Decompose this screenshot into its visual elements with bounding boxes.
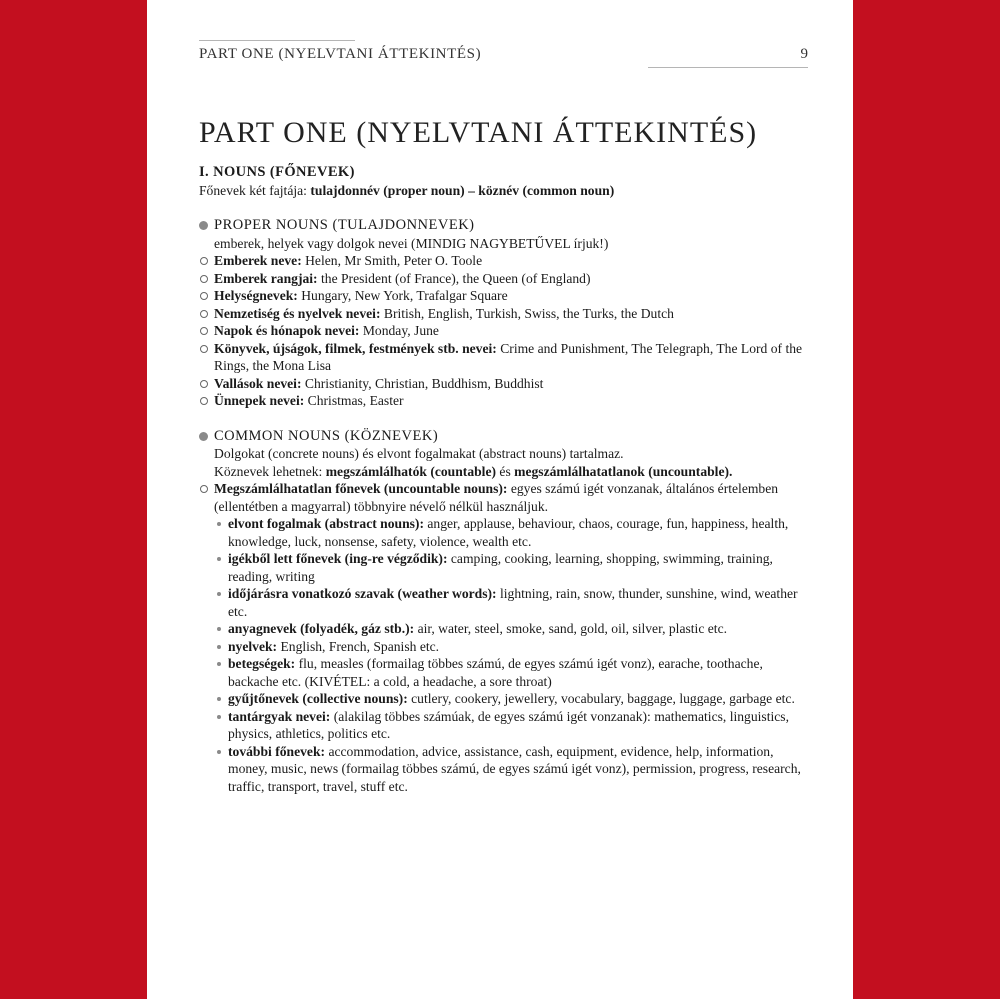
proper-noun-item-label: Napok és hónapok nevei: xyxy=(214,323,360,338)
nouns-intro-bold: tulajdonnév (proper noun) – köznév (common noun) xyxy=(310,182,615,198)
proper-noun-item-label: Emberek rangjai: xyxy=(214,270,318,286)
proper-noun-item-label: Emberek neve: xyxy=(214,253,302,268)
uncountable-subitem-text: accommodation, advice, assistance, cash, equipment, evidence, help, information, money, music, news (formailag többes számú, de egyes számú igét vonz), permission, progress, research, traffic, transport, travel, stuff etc. xyxy=(228,743,801,794)
uncountable-subitem-label: nyelvek: xyxy=(228,638,278,654)
uncountable-subitem xyxy=(199,585,809,620)
proper-noun-item-label: Könyvek, újságok, filmek, festmények stb. nevei: xyxy=(214,340,497,356)
uncountable-subitem xyxy=(199,655,809,690)
proper-noun-item-text: Hungary, New York, Trafalgar Square xyxy=(297,288,508,303)
proper-noun-item xyxy=(199,252,809,270)
proper-noun-item-text: Monday, June xyxy=(359,323,439,338)
proper-noun-item xyxy=(199,375,809,393)
uncountable-subitem xyxy=(199,743,809,796)
proper-noun-item-label: Vallások nevei: xyxy=(214,375,302,391)
proper-noun-item-label: Ünnepek nevei: xyxy=(214,393,305,408)
uncountable-subitems-list xyxy=(199,515,809,795)
section-heading-nouns: I. NOUNS (FŐNEVEK) xyxy=(199,164,355,180)
line2-prefix: Köznevek lehetnek: xyxy=(214,463,326,479)
header-rule-top xyxy=(199,40,355,41)
uncountable-label: Megszámlálhatatlan főnevek (uncountable nouns): xyxy=(214,481,508,496)
common-nouns-line2 xyxy=(199,463,809,481)
proper-noun-item xyxy=(199,322,809,340)
proper-noun-item xyxy=(199,340,809,375)
uncountable-text: egyes számú igét vonzanak, általános értelemben (ellentétben a magyarral) többnyire névelő nélkül használjuk. xyxy=(214,481,779,514)
proper-noun-item xyxy=(199,305,809,323)
page-number: 9 xyxy=(800,46,808,62)
proper-noun-item-text: the President (of France), the Queen (of England) xyxy=(317,270,591,286)
uncountable-subitem xyxy=(199,690,809,708)
proper-noun-item xyxy=(199,270,809,288)
uncountable-subitem-label: betegségek: xyxy=(228,656,296,671)
proper-noun-item xyxy=(199,287,809,305)
proper-nouns-heading-text: PROPER NOUNS (TULAJDONNEVEK) xyxy=(214,217,475,233)
uncountable-subitem-label: időjárásra vonatkozó szavak (weather words): xyxy=(228,586,497,601)
book-page xyxy=(147,0,853,999)
uncountable-subitem-text: lightning, rain, snow, thunder, sunshine, wind, weather etc. xyxy=(228,586,798,619)
uncountable-subitem-text: anger, applause, behaviour, chaos, courage, fun, happiness, health, knowledge, luck, nonsense, safety, violence, wealth etc. xyxy=(228,516,789,549)
uncountable-subitem xyxy=(199,620,809,638)
proper-nouns-heading xyxy=(199,217,809,235)
uncountable-subitem xyxy=(199,638,809,656)
proper-noun-item-text: Helen, Mr Smith, Peter O. Toole xyxy=(301,253,483,268)
common-nouns-line1: Dolgokat (concrete nouns) és elvont fogalmakat (abstract nouns) tartalmaz. xyxy=(214,446,624,461)
nouns-intro xyxy=(199,182,809,200)
nouns-intro-prefix: Főnevek két fajtája: xyxy=(199,182,311,198)
proper-nouns-list xyxy=(199,252,809,410)
common-nouns-heading-text: COMMON NOUNS (KÖZNEVEK) xyxy=(214,427,439,444)
line2-uncountable: megszámlálhatatlanok (uncountable). xyxy=(514,463,733,479)
common-nouns-heading xyxy=(199,428,809,446)
proper-noun-item xyxy=(199,392,809,410)
uncountable-item xyxy=(199,480,809,515)
proper-nouns-desc: emberek, helyek vagy dolgok nevei (MINDIG NAGYBETŰVEL írjuk!) xyxy=(214,235,609,251)
uncountable-subitem-label: gyűjtőnevek (collective nouns): xyxy=(228,691,408,706)
uncountable-subitem-text: English, French, Spanish etc. xyxy=(277,638,440,654)
bullet-dot-icon xyxy=(199,221,208,230)
uncountable-subitem xyxy=(199,708,809,743)
uncountable-subitem-label: anyagnevek (folyadék, gáz stb.): xyxy=(228,621,415,636)
uncountable-subitem-label: igékből lett főnevek (ing-re végződik): xyxy=(228,551,448,566)
proper-noun-item-text: Crime and Punishment, The Telegraph, The Lord of the Rings, the Mona Lisa xyxy=(214,340,803,373)
proper-noun-item-label: Helységnevek: xyxy=(214,288,298,303)
uncountable-subitem-text: air, water, steel, smoke, sand, gold, oil, silver, plastic etc. xyxy=(414,621,727,636)
uncountable-subitem-label: további főnevek: xyxy=(228,743,326,759)
proper-noun-item-text: Christianity, Christian, Buddhism, Buddhist xyxy=(301,375,544,391)
line2-mid: és xyxy=(496,463,515,479)
uncountable-subitem-text: cutlery, cookery, jewellery, vocabulary, baggage, luggage, garbage etc. xyxy=(407,691,795,706)
uncountable-subitem-label: elvont fogalmak (abstract nouns): xyxy=(228,516,424,531)
bullet-dot-icon xyxy=(199,432,208,441)
uncountable-subitem-text: (alakilag többes számúak, de egyes számú igét vonzanak): mathematics, linguistics, physics, athletics, politics etc. xyxy=(228,708,789,741)
proper-noun-item-label: Nemzetiség és nyelvek nevei: xyxy=(214,305,381,321)
uncountable-subitem xyxy=(199,515,809,550)
uncountable-subitem xyxy=(199,550,809,585)
line2-countable: megszámlálhatók (countable) xyxy=(325,463,497,479)
uncountable-subitem-text: camping, cooking, learning, shopping, swimming, training, reading, writing xyxy=(228,551,773,584)
page-title: PART ONE (NYELVTANI ÁTTEKINTÉS) xyxy=(199,116,758,149)
page-content xyxy=(199,115,809,795)
uncountable-subitem-text: flu, measles (formailag többes számú, de egyes számú igét vonz), earache, toothache, backache etc. (KIVÉTEL: a cold, a headache, a sore throat) xyxy=(228,656,763,689)
proper-noun-item-text: Christmas, Easter xyxy=(304,393,404,408)
header-rule-bottom xyxy=(648,67,808,68)
running-head: PART ONE (NYELVTANI ÁTTEKINTÉS) xyxy=(199,46,482,62)
proper-noun-item-text: British, English, Turkish, Swiss, the Turks, the Dutch xyxy=(380,305,674,321)
uncountable-subitem-label: tantárgyak nevei: xyxy=(228,708,331,724)
